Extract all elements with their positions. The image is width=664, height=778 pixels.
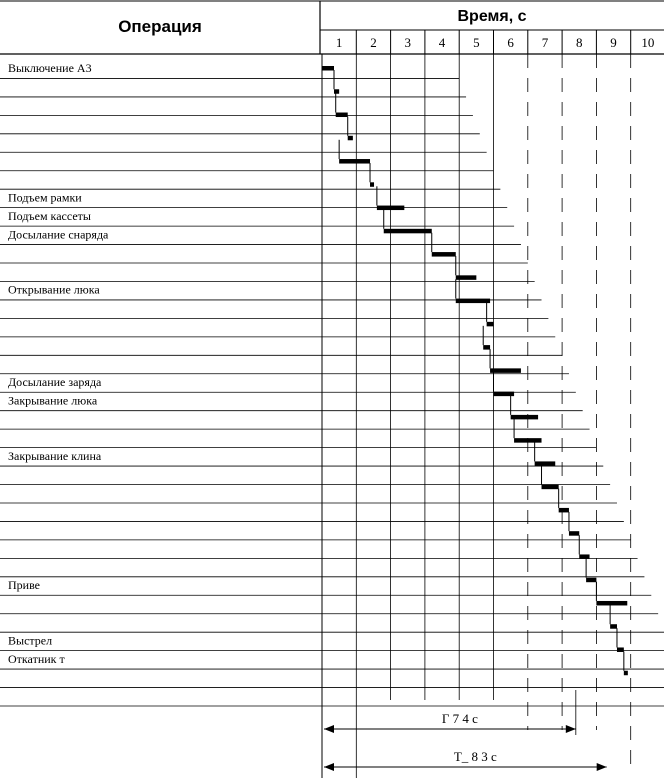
operation-bar xyxy=(339,159,370,164)
operation-bar xyxy=(579,554,589,559)
operation-bar xyxy=(348,136,353,141)
interval-label: Т_ 8 3 с xyxy=(453,749,497,764)
operation-bar xyxy=(494,392,515,397)
operation-bar xyxy=(432,252,456,257)
time-column-header: Время, с xyxy=(457,8,527,25)
operation-label: Подъем кассеты xyxy=(8,208,91,223)
time-tick-label: 10 xyxy=(641,35,655,50)
operation-label: Закрывание люка xyxy=(8,393,98,408)
operation-bar xyxy=(384,229,432,234)
operation-label: Приве xyxy=(8,577,41,592)
time-tick-label: 4 xyxy=(438,35,446,50)
time-tick-label: 1 xyxy=(335,35,343,50)
operation-label: Досылание снаряда xyxy=(8,227,109,242)
time-tick-label: 3 xyxy=(404,35,411,50)
operation-label: Выключение А3 xyxy=(8,61,92,76)
operation-bar xyxy=(610,624,617,629)
operation-label: Досылание заряда xyxy=(8,374,102,389)
operation-bar xyxy=(542,485,559,490)
operation-bar xyxy=(596,601,627,606)
interval-arrowhead-right xyxy=(566,725,576,733)
operation-label: Выстрел xyxy=(8,633,53,648)
operation-bars xyxy=(322,66,628,675)
time-tick-label: 7 xyxy=(541,35,549,50)
interval-arrowhead-left xyxy=(324,725,334,733)
operation-bar xyxy=(586,578,596,583)
operation-label: Подъем рамки xyxy=(8,190,82,205)
header xyxy=(0,1,664,54)
interval-arrowhead-right xyxy=(597,763,607,771)
interval-label: Г 7 4 с xyxy=(441,711,478,726)
operation-bar xyxy=(487,322,494,327)
operation-bar xyxy=(511,415,538,420)
operation-bar xyxy=(569,531,579,536)
operation-label: Открывание люка xyxy=(8,282,100,297)
operation-bar xyxy=(370,182,374,187)
time-tick-label: 9 xyxy=(610,35,617,50)
operation-column-header: Операция xyxy=(118,17,202,36)
operation-label: Закрывание клина xyxy=(8,448,102,463)
operation-bar xyxy=(624,671,628,676)
operation-bar xyxy=(483,345,490,350)
operation-bar xyxy=(336,113,348,118)
operation-rows xyxy=(0,61,664,706)
operation-bar xyxy=(514,438,541,443)
operation-label: Откатник т xyxy=(8,651,65,666)
time-tick-label: 5 xyxy=(473,35,480,50)
operation-bar xyxy=(617,647,624,652)
operation-bar xyxy=(334,89,339,94)
time-axis-ticks xyxy=(336,30,664,54)
operation-bar xyxy=(535,461,556,466)
time-tick-label: 8 xyxy=(576,35,583,50)
operation-bar xyxy=(322,66,334,71)
operation-bar xyxy=(456,299,490,304)
operation-bar xyxy=(456,275,477,280)
operation-bar xyxy=(559,508,569,512)
interval-arrowhead-left xyxy=(324,763,334,771)
operation-bar xyxy=(490,368,521,373)
time-tick-label: 6 xyxy=(507,35,514,50)
time-tick-label: 2 xyxy=(370,35,377,50)
cycle-time-intervals xyxy=(324,690,607,771)
operation-bar xyxy=(377,206,404,211)
